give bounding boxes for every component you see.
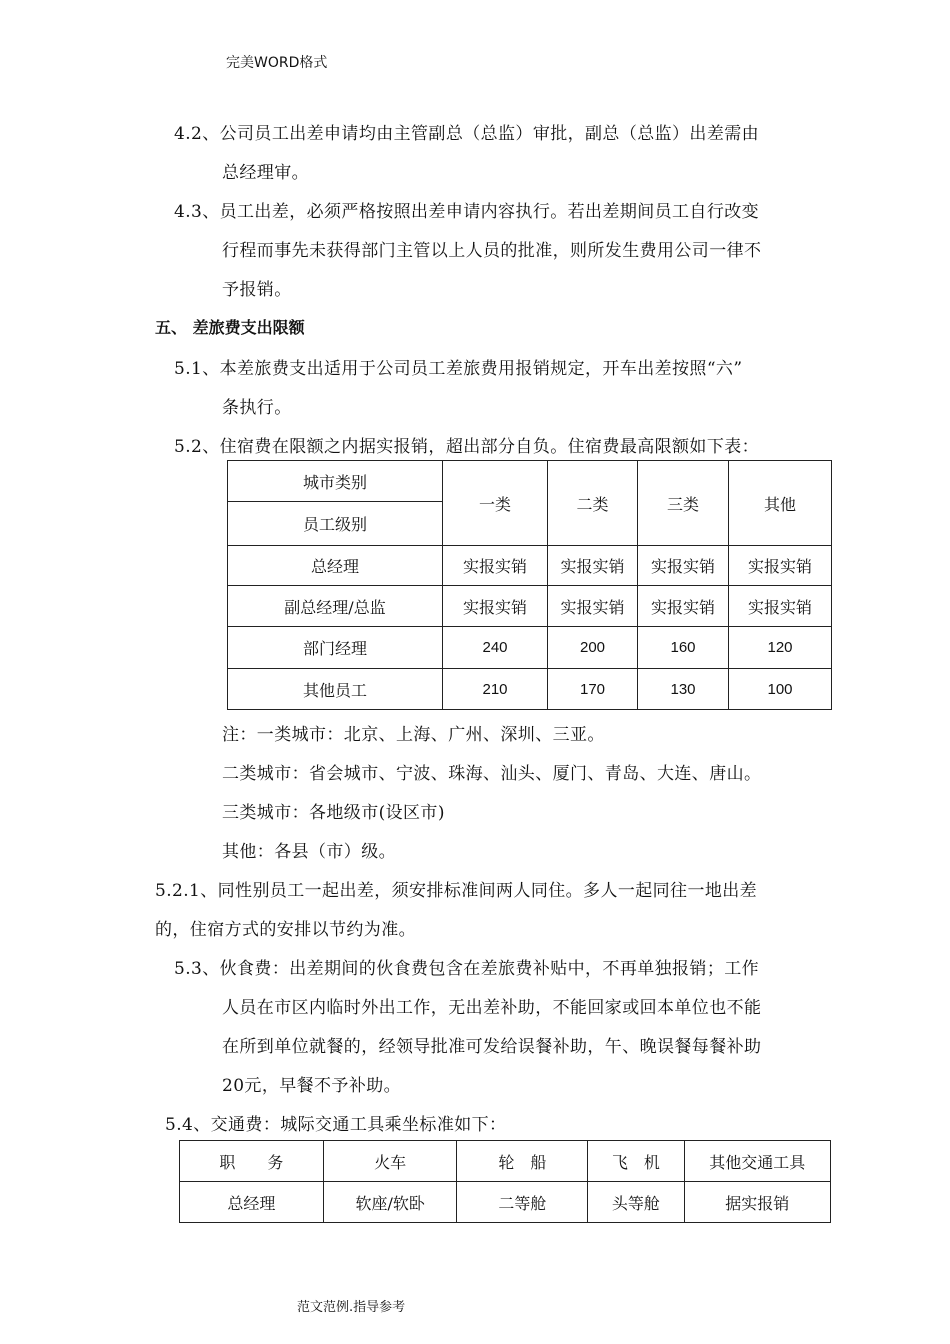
- clause-4-2-line-1: 4.2、公司员工出差申请均由主管副总（总监）审批，副总（总监）出差需由: [174, 124, 760, 144]
- note-other-cities: 其他：各县（市）级。: [222, 842, 396, 862]
- column-header-other: 其他: [729, 461, 832, 546]
- row-label: 副总经理/总监: [228, 586, 443, 627]
- column-header-train: 火车: [323, 1141, 457, 1182]
- table-cell: 总经理: [180, 1182, 324, 1223]
- column-header-position: 职 务: [180, 1141, 324, 1182]
- clause-5-3-line-4: 20元，早餐不予补助。: [222, 1076, 402, 1096]
- table-cell: 240: [443, 627, 548, 669]
- column-header-tier-3: 三类: [638, 461, 729, 546]
- table-cell: 二等舱: [457, 1182, 588, 1223]
- transport-standard-table: [179, 1140, 831, 1223]
- clause-5-1-line-2: 条执行。: [222, 398, 292, 418]
- table-row: [180, 1182, 831, 1223]
- note-tier-3-cities: 三类城市：各地级市(设区市): [222, 803, 445, 823]
- table-cell: 实报实销: [443, 546, 548, 586]
- table-cell: 头等舱: [588, 1182, 684, 1223]
- table-cell: 实报实销: [443, 586, 548, 627]
- clause-4-3-line-3: 予报销。: [222, 280, 292, 300]
- column-header-tier-2: 二类: [548, 461, 638, 546]
- table-row: [228, 669, 832, 710]
- row-label: 部门经理: [228, 627, 443, 669]
- table-cell: 据实报销: [684, 1182, 830, 1223]
- table-cell: 实报实销: [548, 586, 638, 627]
- clause-4-2-line-2: 总经理审。: [222, 163, 309, 183]
- note-tier-1-cities: 注：一类城市：北京、上海、广州、深圳、三亚。: [222, 725, 605, 745]
- table-cell: 100: [729, 669, 832, 710]
- table-cell: 200: [548, 627, 638, 669]
- table-cell: 130: [638, 669, 729, 710]
- page-footer: 范文范例.指导参考: [297, 1300, 406, 1315]
- table-cell: 170: [548, 669, 638, 710]
- table-cell: 210: [443, 669, 548, 710]
- clause-5-3-line-1: 5.3、伙食费：出差期间的伙食费包含在差旅费补贴中，不再单独报销；工作: [174, 959, 760, 979]
- clause-4-3-line-2: 行程而事先未获得部门主管以上人员的批准，则所发生费用公司一律不: [222, 241, 762, 261]
- section-5-heading: 五、 差旅费支出限额: [155, 318, 305, 337]
- column-header-plane: 飞 机: [588, 1141, 684, 1182]
- table-header-row: [180, 1141, 831, 1182]
- clause-5-2-1-line-2: 的，住宿方式的安排以节约为准。: [155, 920, 416, 940]
- clause-5-4-line: 5.4、交通费：城际交通工具乘坐标准如下：: [165, 1115, 507, 1135]
- clause-5-3-line-2: 人员在市区内临时外出工作，无出差补助，不能回家或回本单位也不能: [222, 998, 762, 1018]
- table-cell: 160: [638, 627, 729, 669]
- table-cell: 软座/软卧: [323, 1182, 457, 1223]
- table-row: [228, 586, 832, 627]
- table-cell: 实报实销: [729, 546, 832, 586]
- page-header: 完美WORD格式: [226, 55, 328, 71]
- table-cell: 120: [729, 627, 832, 669]
- table-cell: 实报实销: [548, 546, 638, 586]
- row-label: 其他员工: [228, 669, 443, 710]
- clause-4-3-line-1: 4.3、员工出差，必须严格按照出差申请内容执行。若出差期间员工自行改变: [174, 202, 760, 222]
- clause-5-2-line: 5.2、住宿费在限额之内据实报销，超出部分自负。住宿费最高限额如下表：: [174, 437, 760, 457]
- column-header-tier-1: 一类: [443, 461, 548, 546]
- corner-employee-level: 员工级别: [228, 502, 443, 546]
- lodging-limit-table: [227, 460, 832, 710]
- column-header-other-transport: 其他交通工具: [684, 1141, 830, 1182]
- clause-5-1-line-1: 5.1、本差旅费支出适用于公司员工差旅费用报销规定，开车出差按照“六”: [174, 359, 743, 379]
- clause-5-2-1-line-1: 5.2.1、同性别员工一起出差，须安排标准间两人同住。多人一起同往一地出差: [155, 881, 758, 901]
- corner-city-category: 城市类别: [228, 461, 443, 502]
- table-cell: 实报实销: [729, 586, 832, 627]
- table-row: [228, 627, 832, 669]
- table-cell: 实报实销: [638, 546, 729, 586]
- note-tier-2-cities: 二类城市：省会城市、宁波、珠海、汕头、厦门、青岛、大连、唐山。: [222, 764, 762, 784]
- row-label: 总经理: [228, 546, 443, 586]
- table-cell: 实报实销: [638, 586, 729, 627]
- clause-5-3-line-3: 在所到单位就餐的，经领导批准可发给误餐补助，午、晚误餐每餐补助: [222, 1037, 762, 1057]
- column-header-ship: 轮 船: [457, 1141, 588, 1182]
- table-row: [228, 546, 832, 586]
